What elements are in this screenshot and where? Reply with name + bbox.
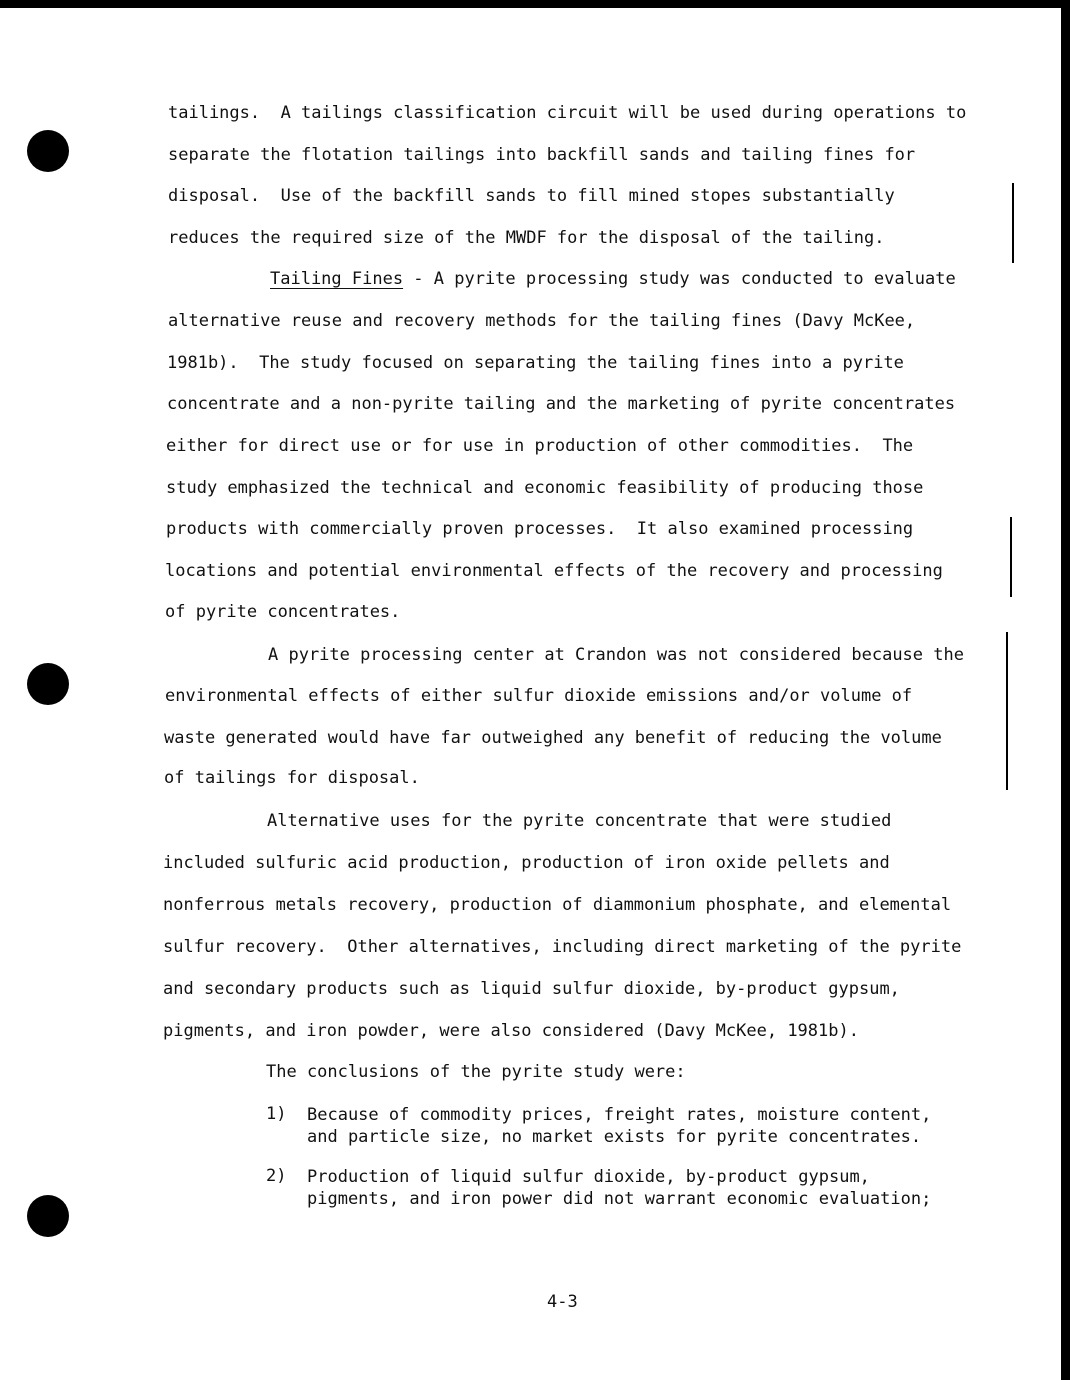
text-line xyxy=(270,269,956,289)
binder-hole-middle xyxy=(27,663,69,705)
text-line: included sulfuric acid production, production of iron oxide pellets and xyxy=(163,853,890,873)
text-line: waste generated would have far outweighed any benefit of reducing the volume xyxy=(164,728,942,748)
revision-bar-1 xyxy=(1012,183,1014,263)
revision-bar-2 xyxy=(1010,517,1012,597)
text-line: study emphasized the technical and economic feasibility of producing those xyxy=(166,478,924,498)
text-line: A pyrite processing center at Crandon was not considered because the xyxy=(268,645,964,665)
text-line: nonferrous metals recovery, production of diammonium phosphate, and elemental xyxy=(163,895,952,915)
text-line: and secondary products such as liquid sulfur dioxide, by-product gypsum, xyxy=(163,979,900,999)
text-line: Alternative uses for the pyrite concentrate that were studied xyxy=(267,811,892,831)
text-line: pigments, and iron powder, were also considered (Davy McKee, 1981b). xyxy=(163,1021,859,1041)
text-line: reduces the required size of the MWDF for the disposal of the tailing. xyxy=(168,228,885,248)
text-line: either for direct use or for use in production of other commodities. The xyxy=(166,436,914,456)
text-line: and particle size, no market exists for pyrite concentrates. xyxy=(307,1127,922,1147)
text-line: pigments, and iron power did not warrant economic evaluation; xyxy=(307,1189,932,1209)
binder-hole-top xyxy=(27,130,69,172)
text-line: Production of liquid sulfur dioxide, by-product gypsum, xyxy=(307,1167,870,1187)
conclusions-intro: The conclusions of the pyrite study were: xyxy=(266,1062,686,1082)
text-line: locations and potential environmental effects of the recovery and processing xyxy=(165,561,943,581)
text-line: 1981b). The study focused on separating the tailing fines into a pyrite xyxy=(167,353,904,373)
text-line: separate the flotation tailings into backfill sands and tailing fines for xyxy=(168,145,916,165)
list-item-number: 2) xyxy=(266,1166,287,1186)
text-line: tailings. A tailings classification circuit will be used during operations to xyxy=(168,103,967,123)
text-line: Because of commodity prices, freight rates, moisture content, xyxy=(307,1105,932,1125)
text-line: environmental effects of either sulfur dioxide emissions and/or volume of xyxy=(165,686,913,706)
scan-top-border xyxy=(0,0,1070,8)
text-line: of tailings for disposal. xyxy=(164,768,420,788)
text-line: products with commercially proven processes. It also examined processing xyxy=(166,519,914,539)
section-heading-tailing-fines: Tailing Fines xyxy=(270,269,404,289)
text-line: disposal. Use of the backfill sands to fill mined stopes substantially xyxy=(168,186,895,206)
text-line: of pyrite concentrates. xyxy=(165,602,401,622)
text-line: concentrate and a non-pyrite tailing and the marketing of pyrite concentrates xyxy=(167,394,956,414)
list-item-number: 1) xyxy=(266,1104,287,1124)
text-line: alternative reuse and recovery methods for the tailing fines (Davy McKee, xyxy=(168,311,916,331)
text-fragment: - A pyrite processing study was conducted to evaluate xyxy=(403,269,956,289)
binder-hole-bottom xyxy=(27,1195,69,1237)
page-number: 4-3 xyxy=(547,1292,578,1312)
scan-right-border xyxy=(1061,0,1070,1380)
text-line: sulfur recovery. Other alternatives, including direct marketing of the pyrite xyxy=(163,937,962,957)
revision-bar-3 xyxy=(1006,632,1008,790)
